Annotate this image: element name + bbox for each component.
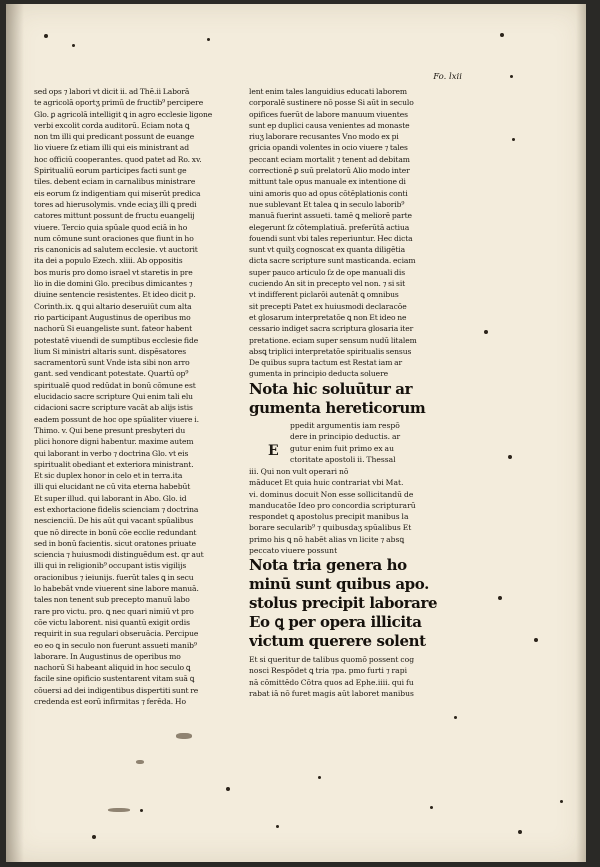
folio-number: Fo. lxii — [433, 72, 462, 82]
right-column-top-line: sunt ep duplici causa venientes ad monaste — [249, 120, 410, 130]
right-column-top-line: vt indifferent piclarōi autenāt ꝗ omnibus — [249, 290, 399, 300]
right-column-top-line: riuʒ laborare recusantes Vno modo ex pi — [249, 132, 399, 142]
left-column-line: non tm illi qui predicant possunt de euange — [34, 132, 195, 142]
right-column-top-line: super pauco articulo ſz de ope manuali dis — [249, 267, 406, 277]
left-column-line: nachorū Si euangeliste sunt. fateor habent — [34, 324, 193, 334]
right-column-middle — [249, 466, 449, 556]
ink-speck — [276, 825, 279, 828]
right-column-top-line: lent enim tales languidius educati laborem — [249, 87, 407, 96]
left-column-line: requirit in sua regulari obseruācia. Percipue — [34, 629, 199, 639]
left-column-line: cidacioni sacre scripture vacāt ab alijs istis — [34, 403, 193, 413]
right-column-top-line: cuciendo An sit in precepto vel non. ⁊ si sit — [249, 279, 406, 289]
left-column-line: spiritualit obediant et exteriora ministrant. — [34, 459, 194, 469]
right-column-middle-line: respondet ꝗ apostolus precipit manibus la — [249, 512, 409, 522]
heading-three-kinds-line: minū sunt quibus apo. — [249, 575, 429, 593]
left-column-line: ris canonicis ad salutem ecclesie. vt auctorit — [34, 245, 198, 255]
heading-three-kinds-line: Nota tria genera ho — [249, 556, 407, 574]
left-column-line: viuere. Tercio quia spūale quod eciā in ho — [34, 222, 188, 232]
left-column-line: rio participant Augustinus de operibus mo — [34, 312, 191, 322]
ink-stain — [176, 733, 192, 739]
left-column-line: spiritualē quod redūdat in bonū cōmune est — [34, 380, 196, 390]
left-column-line: sed ops ⁊ labori vt dicit ii. ad Thē.ii Laborā — [34, 87, 190, 96]
left-column-line: nachorū Si habeant aliquid in hoc seculo ꝗ — [34, 663, 191, 673]
left-column-line: tales non tenent sub precepto manuū labo — [34, 595, 190, 605]
indented-paragraph-line: ppedit argumentis iam respō — [290, 421, 400, 430]
left-column-line: rare pro victu. pro. ꝗ nec quari nimiū vt pro — [34, 606, 194, 616]
left-column-line: tores ad hierusolymis. vnde eciaʒ illi ꝗ predi — [34, 199, 197, 209]
ink-speck — [92, 835, 96, 839]
right-column-middle-line: borare secularib⁹ ⁊ quibusdaʒ spūalibus Et — [249, 523, 412, 533]
ink-speck — [207, 38, 210, 41]
ink-stain — [108, 808, 130, 812]
left-column-line: Corinth.ix. ꝗ qui altario deseruiūt cum alta — [34, 301, 192, 311]
right-column-top-line: cessario indiget sacra scriptura glosaria iter — [249, 324, 414, 334]
indented-paragraph-line: gutur enim fuit primo ex au — [290, 443, 394, 453]
left-column-line: cōuersi ad dei indigentibus dispertiti sunt re — [34, 685, 199, 695]
right-column-top — [249, 86, 449, 380]
ink-speck — [454, 716, 457, 719]
left-column-line: cōe victu laborent. nisi quantū exigit ordis — [34, 617, 190, 627]
right-column-top-line: peccant eciam mortalit ⁊ tenent ad debitam — [249, 154, 410, 164]
left-column-line: lium Si ministri altaris sunt. dispēsatores — [34, 346, 187, 356]
left-column-line: illi qui elucidant ne cū vita eterna habebūt — [34, 482, 191, 492]
right-column-bottom-line: rabat iā nō furet magis aūt laboret manibus — [249, 688, 414, 698]
left-column-line: sciencia ⁊ huiusmodi distinguēdum est. qr aut — [34, 550, 204, 560]
left-column-line: gant. sed vendicant potestate. Quartū op⁹ — [34, 369, 189, 379]
left-column-line: lio viuere ſz etiam illi qui eis ministrant ad — [34, 143, 189, 153]
ink-speck — [518, 830, 522, 834]
right-column-bottom — [249, 654, 449, 699]
left-column-line: tiles. debent eciam in carnalibus ministrare — [34, 177, 196, 187]
indented-paragraph-line: ctoritate apostoli ii. Thessal — [290, 454, 396, 464]
ink-speck — [508, 455, 512, 459]
heading-three-kinds-line: Eo ꝗ per opera illicita — [249, 613, 422, 631]
right-column-top-line: gumenta in principio deducta soluere — [249, 369, 388, 379]
right-column-middle-line: vi. dominus docuit Non esse sollicitandū de — [249, 489, 414, 499]
left-column-line: eis eorum ſz indigentiam qui miserūt predica — [34, 188, 201, 198]
left-column-line: elucidacio sacre scripture Qui enim tali elu — [34, 392, 193, 402]
left-column-line: Et sic duplex honor in celo et in terra.ita — [34, 471, 183, 481]
right-column-top-line: nue sublevant Et talea ꝗ in seculo laborib⁹ — [249, 199, 405, 209]
left-column-line: plici honore digni habentur. maxime autem — [34, 437, 194, 447]
left-column-line: eo eo ꝗ in seculo non fuerunt assueti manib⁹ — [34, 640, 197, 650]
heading-three-kinds-line: victum querere solent — [249, 632, 426, 650]
right-column-top-line: sunt vt quilʒ cognoscat ex quanta diligētia — [249, 245, 406, 255]
right-column-top-line: De quibus supra tactum est Restat iam ar — [249, 358, 403, 368]
left-column-line: bos muris pro domo israel vt staretis in pre — [34, 267, 193, 277]
left-column — [34, 86, 238, 707]
right-column-middle-line: peccato viuere possunt — [249, 546, 338, 556]
left-column-line: credenda est eorū infirmitas ⁊ ferēda. Ho — [34, 697, 186, 707]
right-column-middle-line: manducatōe Ideo pro concordia scripturarū — [249, 500, 416, 510]
right-column-bottom-line: Et si queritur de talibus quomō possent cog — [249, 655, 415, 664]
ink-speck — [512, 138, 515, 141]
right-column-top-line: et glosarum interpretatōe ꝗ non Et ideo ne — [249, 312, 407, 322]
left-column-line: qui laborant in verbo ⁊ doctrina Glo. vt eis — [34, 448, 189, 458]
gutter-shadow — [6, 4, 24, 862]
right-column-top-line: fouendi sunt vbi tales reperiuntur. Hec dicta — [249, 233, 413, 243]
right-column-top-line: mittunt tale opus manuale ex intentione di — [249, 177, 406, 187]
right-column-bottom-line: nosci Respōdet ꝗ tria ⁊pa. pmo furti ⁊ rapi — [249, 666, 408, 676]
right-column-top-line: corporalē sustinere nō posse Si aūt in seculo — [249, 98, 414, 108]
right-column-bottom-line: nā cōmittēdo Cōtra quos ad Ephe.iiii. qui fu — [249, 677, 414, 687]
right-column-top-line: dicta sacre scripture sunt masticanda. eciam — [249, 256, 416, 266]
left-column-line: Et super illud. qui laborant in Abo. Glo. id — [34, 493, 187, 503]
left-column-line: catores mittunt possunt de fructu euangelij — [34, 211, 195, 221]
left-column-line: facile sine opificio sustentarent vitam suā ꝗ — [34, 674, 195, 684]
heading-three-kinds — [249, 556, 449, 651]
right-column-middle-line: māducet Et quia huic contrariat vbi Mat. — [249, 478, 404, 488]
heading-solutions — [249, 380, 449, 418]
left-column-line: sacramentorū sunt Vnde ista sibi non arro — [34, 358, 190, 368]
right-column-top-line: uini amoris quo ad opus cōtēplationis conti — [249, 188, 408, 198]
right-column-middle-line: primo his ꝗ nō habēt alias vn licite ⁊ absꝗ — [249, 534, 405, 544]
page-edge — [576, 4, 586, 862]
heading-solutions-line: Nota hic soluūtur ar — [249, 380, 413, 398]
left-column-line: Glo. ꝑ agricolā intelligit ꝗ in agro ecclesie ligone — [34, 109, 213, 119]
right-column-middle-line: iii. Qui non vult operari nō — [249, 467, 349, 476]
indented-paragraph — [290, 420, 450, 465]
left-column-line: sed in bonū facientis. sicut oratones priuate — [34, 538, 197, 548]
right-column-top-line: sit precepti Patet ex huiusmodi declaracōe — [249, 301, 407, 311]
left-column-line: potestatē viuendi de sumptibus ecclesie fide — [34, 335, 199, 345]
ink-speck — [44, 34, 48, 38]
ink-speck — [484, 330, 488, 334]
heading-three-kinds-line: stolus precipit laborare — [249, 594, 438, 612]
left-column-line: te agricolā oportʒ primū de fructib⁹ percipere — [34, 98, 204, 108]
left-column-line: laborare. In Augustinus de operibus mo — [34, 651, 181, 661]
left-column-line: num cōmune sunt oraciones que fiunt in ho — [34, 233, 194, 243]
left-column-line: est exhortacione fidelis scienciam ⁊ doctrina — [34, 504, 199, 514]
right-column-top-line: elegerunt ſz cōtemplatiuā. preferūtā actiua — [249, 222, 410, 232]
ink-speck — [72, 44, 75, 47]
left-column-line: Spiritualiū eorum participes facti sunt ge — [34, 166, 187, 176]
left-column-line: eadem possunt de hoc ope spūaliter viuere i. — [34, 414, 199, 424]
left-column-line: lo habebāt vnde viuerent sine labore manuā. — [34, 584, 199, 594]
right-column-top-line: gricia opandi volentes in ocio viuere ⁊ tales — [249, 143, 408, 153]
right-column-top-line: manuā fuerint assueti. tamē ꝗ meliorē parte — [249, 211, 412, 221]
right-column-top-line: absꝗ triplici interpretatōe spiritualis sensus — [249, 346, 412, 356]
left-column-line: Thimo. v. Qui bene presunt presbyteri du — [34, 425, 186, 435]
ink-speck — [534, 638, 538, 642]
ink-speck — [498, 596, 502, 600]
left-column-line: verbi excolit corda auditorū. Eciam nota ꝗ — [34, 120, 190, 130]
indented-paragraph-line: dere in principio deductis. ar — [290, 432, 401, 442]
left-column-line: oracionibus ⁊ ieiunijs. fuerūt tales ꝗ in secu — [34, 572, 194, 582]
heading-solutions-line: gumenta hereticorum — [249, 399, 426, 417]
left-column-line: lio in die domini Glo. precibus dimicantes ⁊ — [34, 279, 193, 289]
ink-speck — [430, 806, 433, 809]
left-column-line: nescienciū. De his aūt qui vacant spūalibus — [34, 516, 194, 526]
ink-speck — [510, 75, 513, 78]
right-column-top-line: pretatione. eciam super sensum nudū litalem — [249, 335, 417, 345]
left-column-line: ita dei a populo Ezech. xliii. Ab oppositis — [34, 256, 183, 266]
left-column-line: que nō directe in bonū cōe ecclie redundant — [34, 527, 197, 537]
ink-speck — [140, 809, 143, 812]
right-column-top-line: opifices fuerūt de labore manuum viuentes — [249, 109, 408, 119]
right-column-top-line: correctionē ꝑ suū prelatorū Alio modo inter — [249, 166, 410, 176]
ink-speck — [226, 787, 230, 791]
drop-initial: E — [268, 443, 279, 459]
ink-speck — [560, 800, 563, 803]
ink-speck — [500, 33, 504, 37]
ink-speck — [318, 776, 321, 779]
left-column-line: illi qui in religionib⁹ occupant istis vigilijs — [34, 561, 187, 571]
ink-stain — [136, 760, 144, 764]
left-column-line: diuine sentencie resistentes. Et ideo dicit p. — [34, 290, 196, 300]
left-column-line: hoc officiū cooperantes. quod patet ad Ro. xv. — [34, 154, 202, 164]
